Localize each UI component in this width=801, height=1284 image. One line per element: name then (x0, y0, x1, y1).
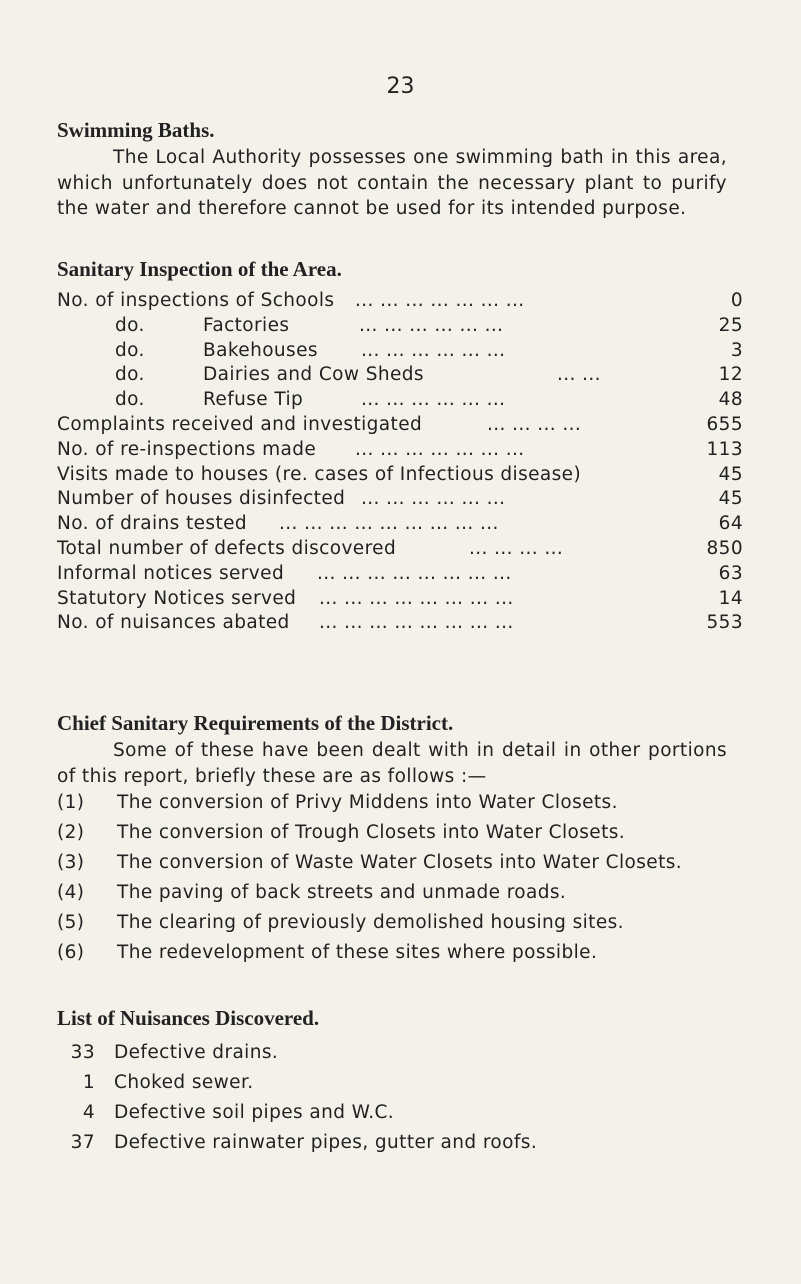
stat-row (57, 290, 743, 315)
stat-leader: ... ... ... ... ... ... (361, 339, 506, 361)
stat-value: 12 (718, 364, 743, 386)
stat-row (57, 488, 743, 513)
list-item (57, 790, 737, 816)
nuisance-text: Defective rainwater pipes, gutter and roofs. (114, 1132, 538, 1153)
stat-value: 0 (730, 290, 743, 311)
stat-label: No. of inspections of Schools (57, 290, 335, 311)
stat-value: 3 (730, 339, 743, 361)
stat-leader: ... ... ... ... ... ... ... ... ... (279, 513, 499, 535)
list-item (57, 1102, 737, 1132)
requirements-intro (57, 738, 727, 789)
stat-label: Complaints received and investigated (57, 413, 423, 435)
nuisance-count: 1 (82, 1072, 95, 1093)
stat-leader: ... ... ... ... ... ... (361, 389, 506, 411)
stat-label-text: Factories (203, 314, 290, 336)
ditto-mark: do. (115, 389, 145, 411)
stat-row (57, 364, 743, 389)
stat-label: No. of nuisances abated (57, 612, 290, 634)
stat-leader: ... ... ... ... ... ... ... ... (319, 587, 514, 609)
nuisance-text: Defective drains. (114, 1042, 279, 1063)
stat-leader: ... ... ... ... (487, 413, 582, 435)
stat-leader: ... ... ... ... ... ... ... (355, 438, 525, 460)
nuisance-count: 37 (70, 1132, 95, 1153)
stat-row (57, 538, 743, 563)
stat-value: 14 (718, 587, 743, 609)
item-number: (6) (57, 942, 85, 963)
nuisance-count: 33 (70, 1042, 95, 1063)
stat-value: 850 (706, 537, 743, 559)
swimming-text: The Local Authority possesses one swimming bath in this area, which unfortunately does not contain the necessary plant to purify the water and therefore cannot be used for its intended purpose. (57, 147, 727, 219)
page-number: 23 (386, 74, 415, 99)
stat-row (57, 563, 743, 588)
stat-label (115, 340, 318, 361)
stat-label (115, 315, 289, 336)
ditto-mark: do. (115, 314, 145, 336)
sanitary-heading: Sanitary Inspection of the Area. (57, 257, 342, 281)
stat-leader: ... ... ... ... ... ... (359, 314, 504, 336)
stat-value: 553 (706, 612, 743, 634)
stat-value: 48 (718, 389, 743, 411)
stat-value: 63 (718, 562, 743, 584)
swimming-heading: Swimming Baths. (57, 118, 215, 142)
stat-value: 64 (718, 513, 743, 535)
stat-leader: ... ... ... ... ... ... ... ... (319, 612, 514, 634)
item-number: (2) (57, 822, 85, 843)
item-number: (5) (57, 912, 85, 933)
stat-label-text: Bakehouses (203, 339, 318, 361)
stat-label: No. of drains tested (57, 513, 248, 535)
ditto-mark: do. (115, 339, 145, 361)
requirements-list (57, 790, 737, 970)
stat-row (57, 315, 743, 340)
stat-label: Informal notices served (57, 562, 285, 584)
stat-row (57, 439, 743, 464)
list-item (57, 1132, 737, 1162)
nuisance-text: Choked sewer. (114, 1072, 254, 1093)
stat-value: 113 (706, 438, 743, 460)
item-number: (1) (57, 792, 85, 813)
nuisances-heading: List of Nuisances Discovered. (57, 1006, 320, 1030)
ditto-mark: do. (115, 364, 145, 386)
requirements-heading: Chief Sanitary Requirements of the District. (57, 711, 454, 735)
nuisance-text: Defective soil pipes and W.C. (114, 1102, 395, 1123)
stat-row (57, 612, 743, 637)
list-item (57, 820, 737, 846)
nuisance-count: 4 (82, 1102, 95, 1123)
requirements-intro-text: Some of these have been dealt with in detail in other portions of this report, briefly these are as follows :— (57, 740, 727, 787)
stat-label: Visits made to houses (re. cases of Infectious disease) (57, 463, 582, 485)
stat-label (115, 389, 303, 410)
stat-row (57, 414, 743, 439)
stat-value: 45 (718, 463, 743, 485)
stat-leader: ... ... (557, 364, 601, 386)
list-item (57, 910, 737, 936)
stat-label: Statutory Notices served (57, 587, 297, 609)
stat-value: 655 (706, 413, 743, 435)
sanitary-table (57, 290, 743, 637)
list-item (57, 880, 737, 906)
stat-leader: ... ... ... ... ... ... (361, 488, 506, 510)
stat-row (57, 513, 743, 538)
stat-row (57, 464, 743, 489)
stat-label-text: Refuse Tip (203, 389, 304, 411)
item-number: (3) (57, 852, 85, 873)
stat-label-text: Dairies and Cow Sheds (203, 364, 424, 386)
list-item (57, 1072, 737, 1102)
item-text: The conversion of Waste Water Closets into Water Closets. (117, 852, 683, 873)
stat-value: 25 (718, 314, 743, 336)
stat-value: 45 (718, 488, 743, 510)
stat-label: No. of re-inspections made (57, 438, 317, 460)
list-item (57, 940, 737, 966)
stat-row (57, 389, 743, 414)
stat-leader: ... ... ... ... ... ... ... (355, 290, 525, 311)
item-text: The clearing of previously demolished housing sites. (117, 912, 624, 933)
item-text: The conversion of Trough Closets into Water Closets. (117, 822, 626, 843)
stat-leader: ... ... ... ... (469, 537, 564, 559)
item-text: The redevelopment of these sites where possible. (117, 942, 598, 963)
item-text: The paving of back streets and unmade roads. (117, 882, 567, 903)
stat-label: Number of houses disinfected (57, 488, 346, 510)
stat-row (57, 340, 743, 365)
stat-label: Total number of defects discovered (57, 537, 397, 559)
stat-leader: ... ... ... ... ... ... ... ... (317, 562, 512, 584)
swimming-paragraph (57, 145, 727, 222)
stat-label (115, 364, 424, 385)
list-item (57, 850, 737, 876)
stat-row (57, 588, 743, 613)
item-number: (4) (57, 882, 85, 903)
item-text: The conversion of Privy Middens into Water Closets. (117, 792, 618, 813)
list-item (57, 1042, 737, 1072)
nuisances-list (57, 1042, 737, 1162)
